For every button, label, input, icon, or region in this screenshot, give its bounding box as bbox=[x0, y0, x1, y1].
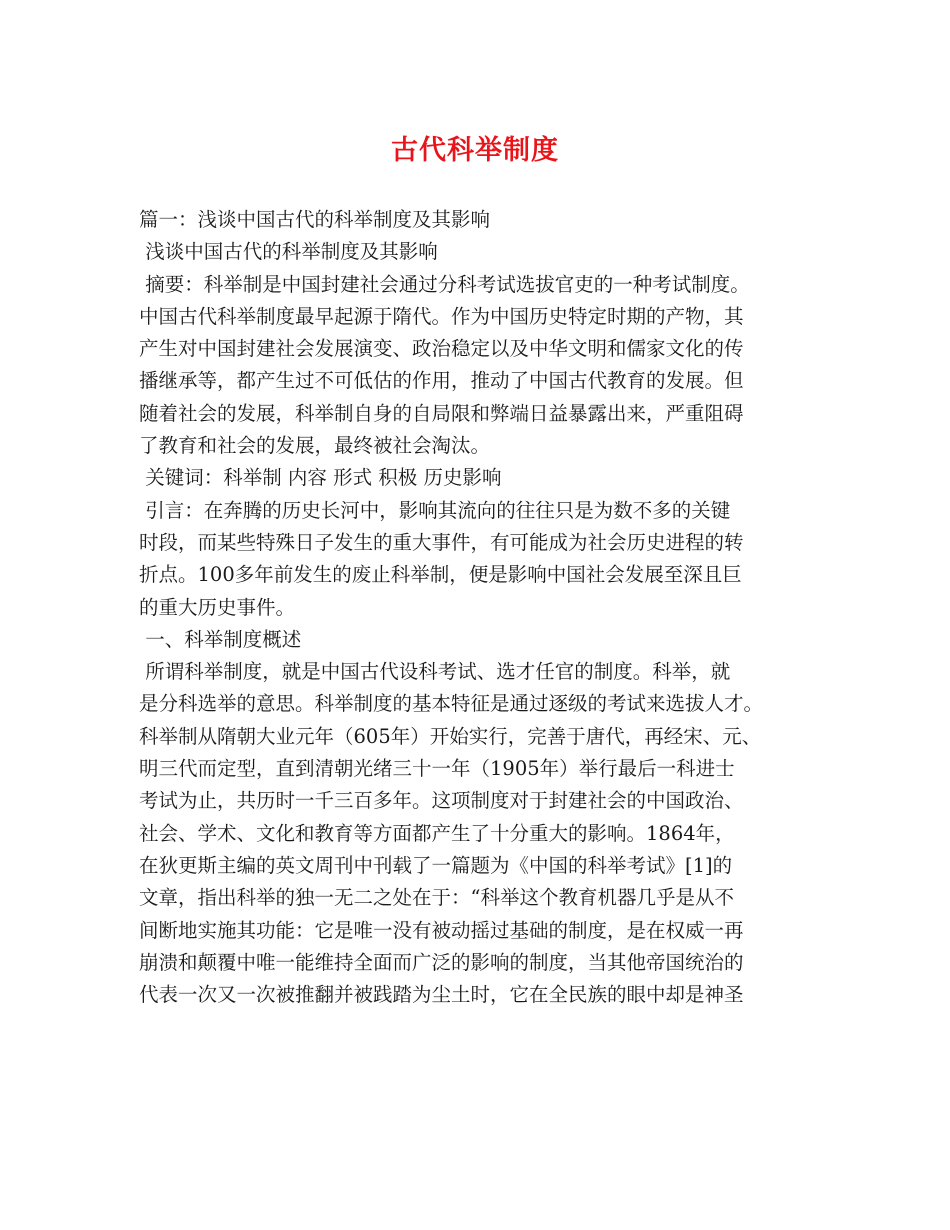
text-line: 间断地实施其功能：它是唯一没有被动摇过基础的制度，是在权威一再 bbox=[139, 918, 744, 942]
text-line: 崩溃和颠覆中唯一能维持全面而广泛的影响的制度，当其他帝国统治的 bbox=[139, 950, 744, 974]
text-line: 篇一：浅谈中国古代的科举制度及其影响 bbox=[139, 208, 491, 231]
text-line: 文章，指出科举的独一无二之处在于：“科举这个教育机器几乎是从不 bbox=[139, 886, 734, 910]
text-line: 引言：在奔腾的历史长河中，影响其流向的往往只是为数不多的关键 bbox=[139, 498, 731, 522]
text-line: 在狄更斯主编的英文周刊中刊载了一篇题为《中国的科举考试》[1]的 bbox=[139, 853, 733, 877]
text-line: 播继承等，都产生过不可低估的作用，推动了中国古代教育的发展。但 bbox=[139, 369, 744, 393]
text-line: 产生对中国封建社会发展演变、政治稳定以及中华文明和儒家文化的传 bbox=[139, 337, 744, 361]
text-line: 的重大历史事件。 bbox=[139, 595, 296, 619]
text-line: 了教育和社会的发展，最终被社会淘汰。 bbox=[139, 434, 491, 458]
text-line: 摘要：科举制是中国封建社会通过分科考试选拔官吏的一种考试制度。 bbox=[139, 272, 750, 296]
text-line: 中国古代科举制度最早起源于隋代。作为中国历史特定时期的产物，其 bbox=[139, 304, 744, 328]
text-line: 折点。100多年前发生的废止科举制，便是影响中国社会发展至深且巨 bbox=[139, 563, 742, 587]
text-line: 浅谈中国古代的科举制度及其影响 bbox=[139, 240, 438, 264]
text-line: 关键词：科举制 内容 形式 积极 历史影响 bbox=[139, 466, 502, 490]
document-title: 古代科举制度 bbox=[391, 135, 559, 166]
text-line: 考试为止，共历时一千三百多年。这项制度对于封建社会的中国政治、 bbox=[139, 789, 744, 813]
text-line: 是分科选举的意思。科举制度的基本特征是通过逐级的考试来选拔人才。 bbox=[139, 692, 764, 716]
document-body bbox=[139, 204, 829, 1011]
text-line: 所谓科举制度，就是中国古代设科考试、选才任官的制度。科举，就 bbox=[139, 660, 731, 684]
text-line: 一、科举制度概述 bbox=[139, 627, 302, 651]
text-line: 科举制从隋朝大业元年（605年）开始实行，完善于唐代，再经宋、元、 bbox=[139, 724, 762, 748]
text-line: 社会、学术、文化和教育等方面都产生了十分重大的影响。1864年， bbox=[139, 821, 735, 845]
text-line: 明三代而定型，直到清朝光绪三十一年（1905年）举行最后一科进士 bbox=[139, 757, 735, 781]
text-line: 代表一次又一次被推翻并被践踏为尘土时，它在全民族的眼中却是神圣 bbox=[139, 983, 744, 1007]
text-line: 随着社会的发展，科举制自身的自局限和弊端日益暴露出来，严重阻碍 bbox=[139, 401, 744, 425]
text-line: 时段，而某些特殊日子发生的重大事件，有可能成为社会历史进程的转 bbox=[139, 530, 744, 554]
